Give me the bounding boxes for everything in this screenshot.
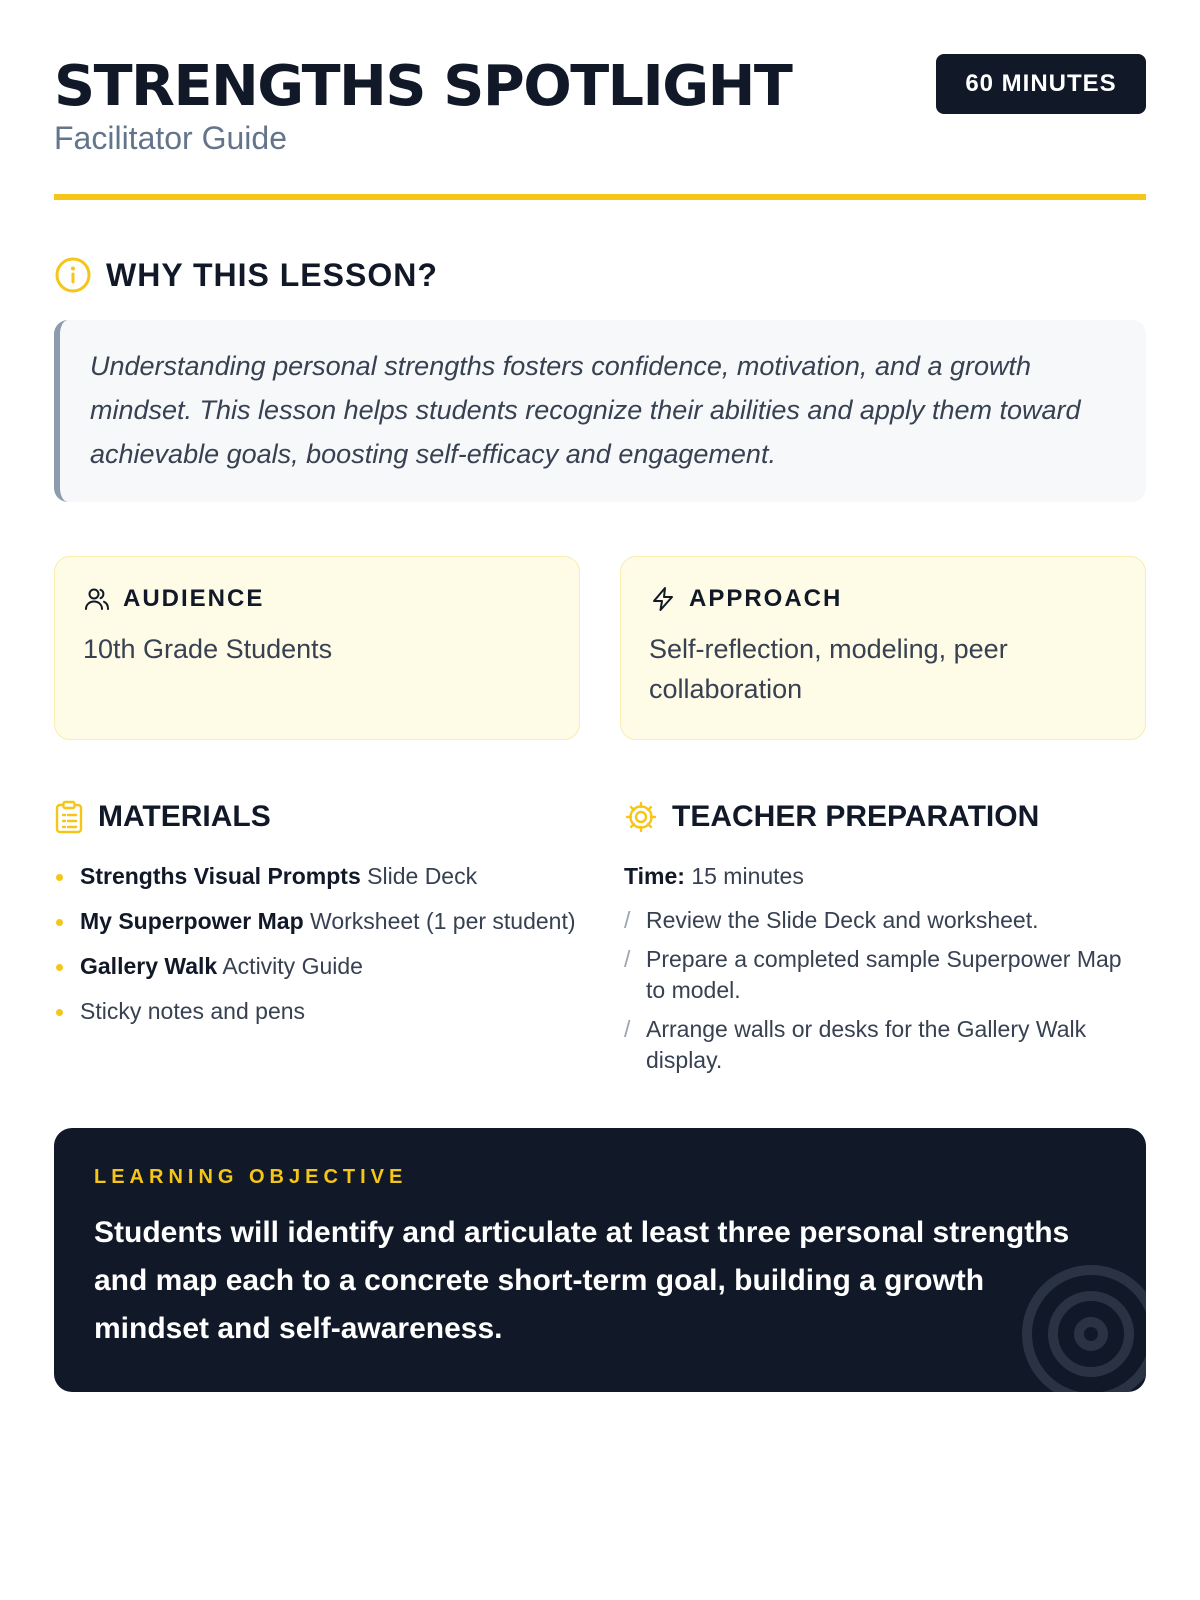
preparation-heading — [624, 800, 1146, 834]
lightning-icon — [649, 585, 677, 613]
page-subtitle: Facilitator Guide — [54, 120, 287, 156]
preparation-section — [624, 800, 1146, 1084]
objective-label: LEARNING OBJECTIVE — [94, 1166, 408, 1188]
learning-objective-panel — [54, 1128, 1146, 1392]
info-cards — [54, 556, 1146, 740]
bullet-dot — [56, 1009, 63, 1016]
users-icon — [83, 585, 111, 613]
slash-bullet: / — [624, 946, 631, 972]
gear-icon — [624, 800, 658, 834]
material-detail: Sticky notes and pens — [80, 998, 306, 1024]
audience-card — [54, 556, 580, 740]
header — [54, 0, 1146, 156]
list-item — [624, 905, 1146, 936]
prep-time-value: 15 minutes — [684, 863, 804, 889]
prep-steps — [624, 905, 1146, 1076]
approach-title: APPROACH — [689, 585, 843, 612]
materials-list — [54, 860, 576, 1028]
list-item — [54, 950, 576, 983]
duration-badge: 60 MINUTES — [936, 54, 1146, 114]
materials-heading — [54, 800, 576, 834]
approach-heading — [649, 585, 1117, 613]
clipboard-icon — [54, 800, 84, 834]
audience-heading — [83, 585, 551, 613]
prep-step: Review the Slide Deck and worksheet. — [646, 907, 1039, 933]
page-title: STRENGTHS SPOTLIGHT — [54, 54, 792, 119]
prep-step: Prepare a completed sample Superpower Map to model. — [646, 946, 1122, 1003]
why-title: WHY THIS LESSON? — [106, 256, 438, 293]
list-item — [624, 1014, 1146, 1076]
material-name: My Superpower Map — [80, 908, 304, 934]
list-item — [624, 944, 1146, 1006]
material-detail: Worksheet (1 per student) — [303, 908, 576, 934]
list-item — [54, 995, 576, 1028]
materials-section — [54, 800, 576, 1084]
material-detail: Activity Guide — [217, 953, 363, 979]
bullet-dot — [56, 874, 63, 881]
why-section — [54, 256, 1146, 502]
objective-text: Students will identify and articulate at least three personal strengths and map each to a concrete short-term goal, building a growth mindset and self-awareness. — [94, 1216, 1070, 1345]
audience-title: AUDIENCE — [123, 585, 265, 612]
approach-text: Self-reflection, modeling, peer collaboration — [649, 634, 1008, 704]
bullet-dot — [56, 964, 63, 971]
list-item — [54, 905, 576, 938]
materials-title: MATERIALS — [98, 800, 271, 833]
details-columns — [54, 800, 1146, 1084]
prep-step: Arrange walls or desks for the Gallery Walk display. — [646, 1016, 1087, 1073]
why-quote: Understanding personal strengths fosters confidence, motivation, and a growth mindset. This lesson helps students recognize their abilities and apply them toward achievable goals, boosting self-efficacy and engagement. — [54, 320, 1146, 502]
info-icon — [54, 256, 92, 294]
slash-bullet: / — [624, 907, 631, 933]
material-detail: Slide Deck — [360, 863, 478, 889]
prep-time — [624, 860, 1146, 893]
preparation-title: TEACHER PREPARATION — [672, 800, 1040, 833]
material-name: Gallery Walk — [80, 953, 218, 979]
header-divider — [54, 194, 1146, 200]
material-name: Strengths Visual Prompts — [80, 863, 361, 889]
slash-bullet: / — [624, 1016, 631, 1042]
audience-text: 10th Grade Students — [83, 634, 333, 664]
approach-card — [620, 556, 1146, 740]
prep-time-label: Time: — [624, 863, 685, 889]
bullet-dot — [56, 919, 63, 926]
list-item — [54, 860, 576, 893]
why-heading — [54, 256, 1146, 294]
